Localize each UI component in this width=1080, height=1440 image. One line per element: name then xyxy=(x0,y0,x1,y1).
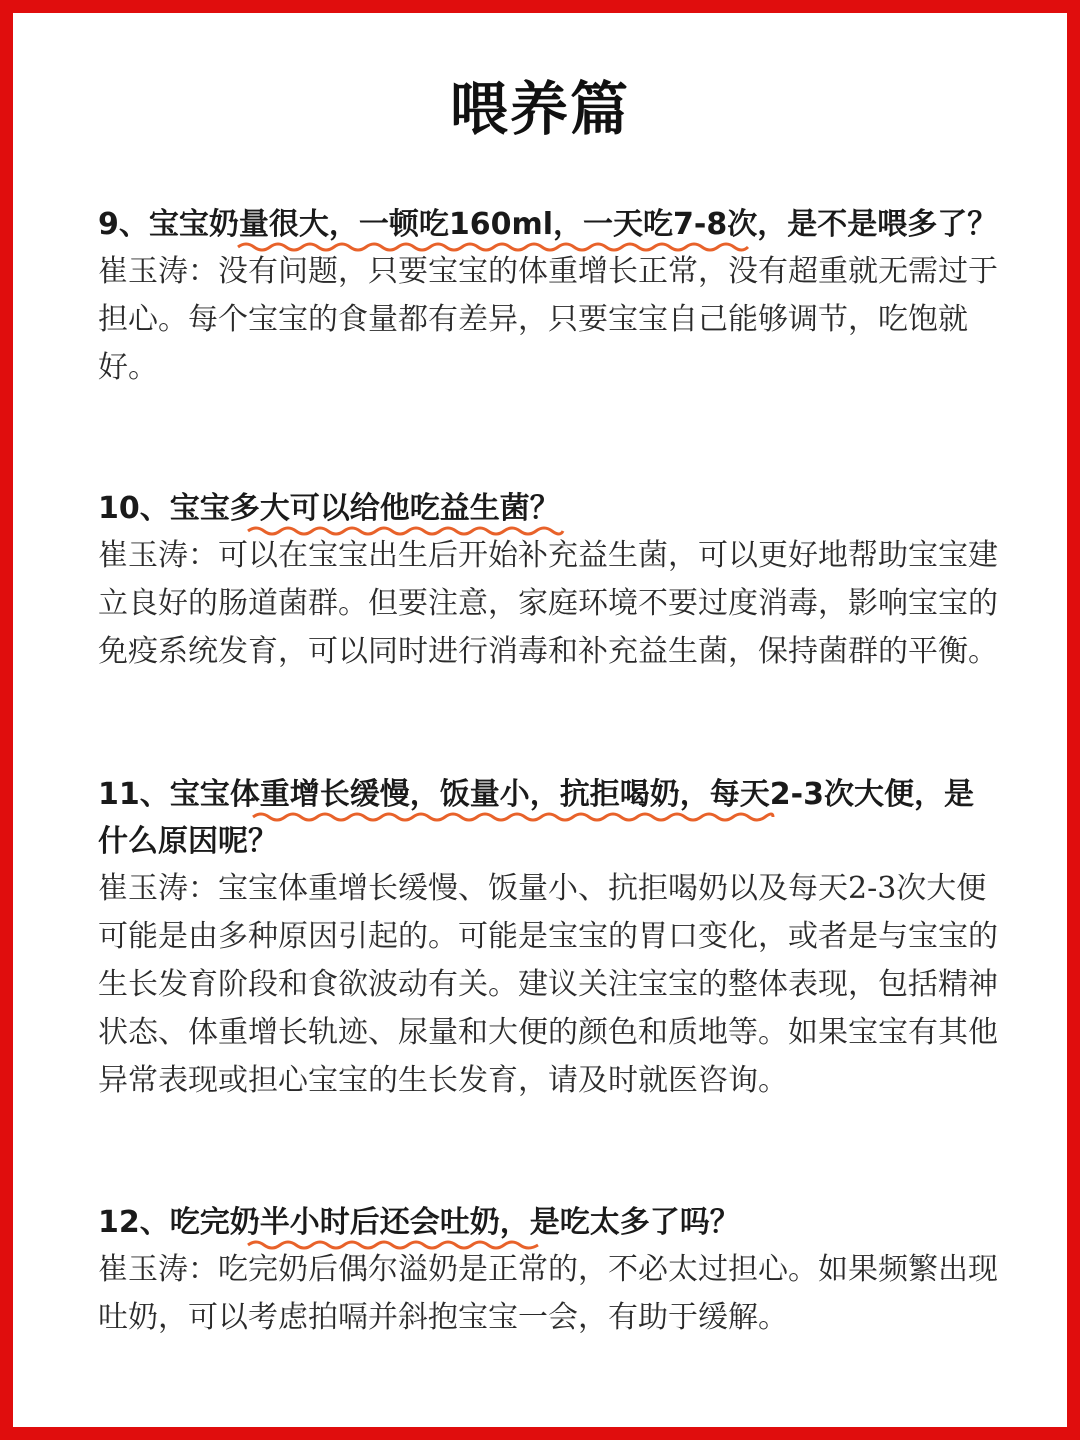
answer-9: 崔玉涛：没有问题，只要宝宝的体重增长正常，没有超重就无需过于担心。每个宝宝的食量都有差异，只要宝宝自己能够调节，吃饱就好。 xyxy=(98,254,998,385)
question-11-underline xyxy=(253,809,773,825)
question-11: 11、宝宝体重增长缓慢，饭量小，抗拒喝奶，每天2-3次大便，是什么原因呢？ xyxy=(98,777,974,859)
qa-item-9 xyxy=(98,201,998,392)
question-9-underline xyxy=(238,239,748,255)
qa-item-11 xyxy=(98,771,998,1105)
answer-12: 崔玉涛：吃完奶后偶尔溢奶是正常的，不必太过担心。如果频繁出现吐奶，可以考虑拍嗝并斜抱宝宝一会，有助于缓解。 xyxy=(98,1252,998,1335)
answer-11: 崔玉涛：宝宝体重增长缓慢、饭量小、抗拒喝奶以及每天2-3次大便可能是由多种原因引起的。可能是宝宝的胃口变化，或者是与宝宝的生长发育阶段和食欲波动有关。建议关注宝宝的整体表现，包括精神状态、体重增长轨迹、尿量和大便的颜色和质地等。如果宝宝有其他异常表现或担心宝宝的生长发育，请及时就医咨询。 xyxy=(98,871,998,1098)
answer-10: 崔玉涛：可以在宝宝出生后开始补充益生菌，可以更好地帮助宝宝建立良好的肠道菌群。但要注意，家庭环境不要过度消毒，影响宝宝的免疫系统发育，可以同时进行消毒和补充益生菌，保持菌群的平衡。 xyxy=(98,538,998,669)
qa-item-12 xyxy=(98,1199,998,1342)
question-10-underline xyxy=(248,523,563,539)
question-12: 12、吃完奶半小时后还会吐奶，是吃太多了吗？ xyxy=(98,1205,740,1240)
question-9: 9、宝宝奶量很大，一顿吃160ml，一天吃7-8次，是不是喂多了？ xyxy=(98,207,998,242)
page-title: 喂养篇 xyxy=(449,75,630,143)
question-10: 10、宝宝多大可以给他吃益生菌？ xyxy=(98,491,560,526)
question-12-underline xyxy=(248,1237,538,1253)
qa-item-10 xyxy=(98,485,998,676)
